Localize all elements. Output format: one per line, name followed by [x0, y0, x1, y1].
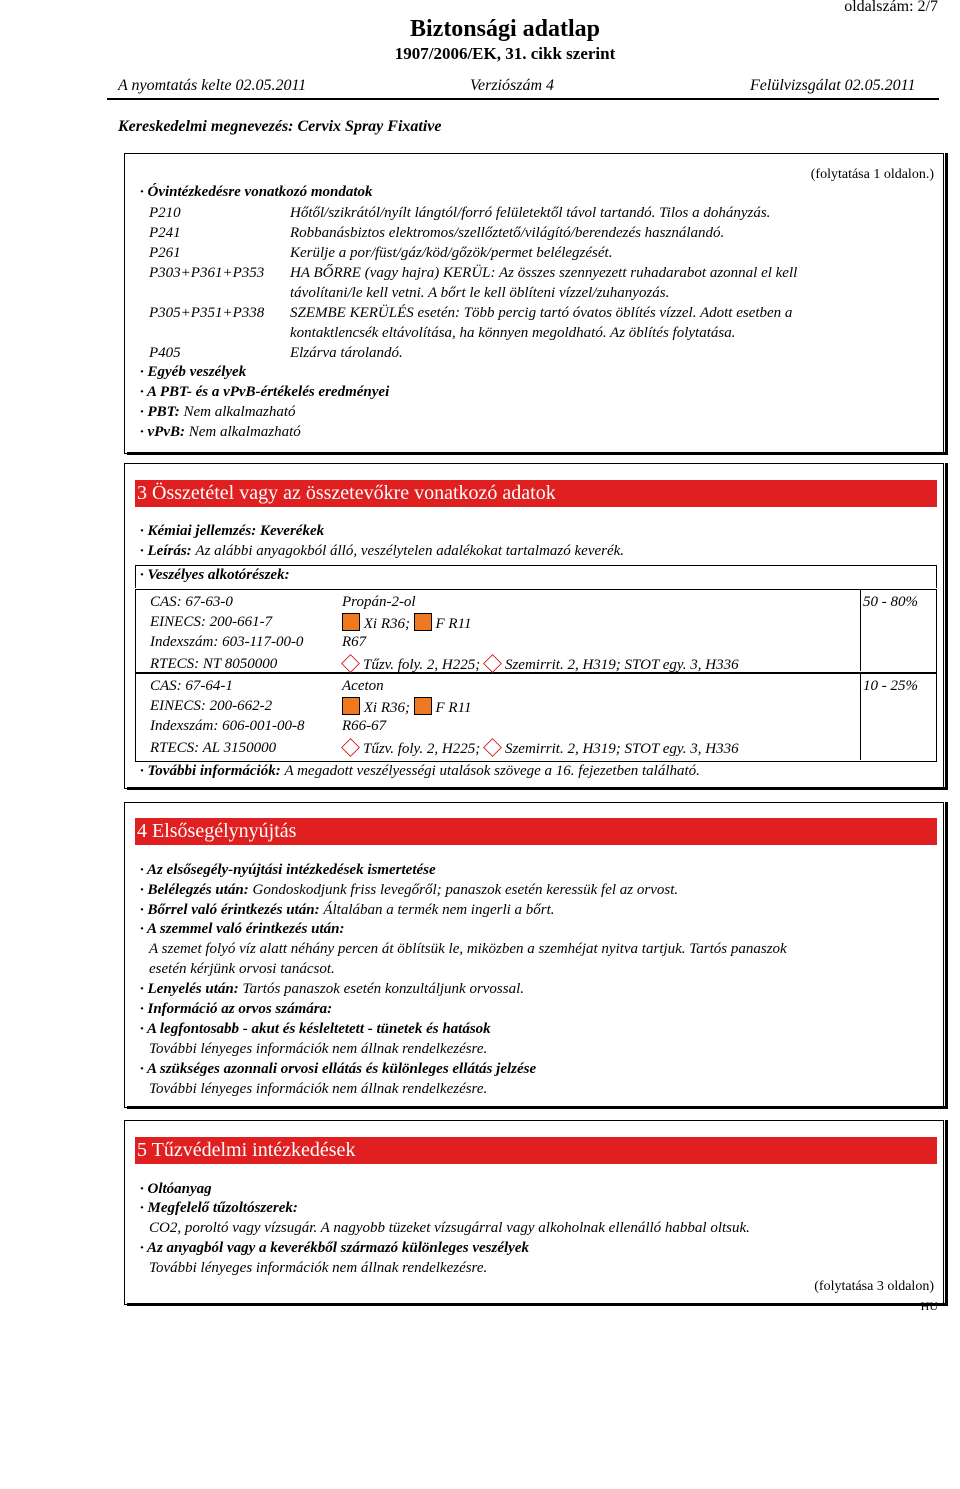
- inhalation-label: · Belélegzés után:: [140, 882, 249, 898]
- substance-name: Propán-2-ol: [342, 594, 416, 610]
- classification-f: F R11: [435, 700, 472, 716]
- language-code: HU: [920, 1299, 938, 1313]
- trade-name: Kereskedelmi megnevezés: Cervix Spray Fixative: [118, 118, 442, 135]
- ghs-class-2: Szemirrit. 2, H319; STOT egy. 3, H336: [504, 741, 739, 757]
- ghs-class-1: Tűzv. foly. 2, H225;: [363, 657, 481, 673]
- ghs-flame-icon: [341, 654, 360, 673]
- phrase-text-cont: távolítani/le kell vetni. A bőrt le kell öblíteni vízzel/zuhanyozás.: [290, 285, 670, 301]
- eye-value-cont: esetén kérjünk orvosi tanácsot.: [149, 961, 335, 977]
- vpvb-label: · vPvB:: [140, 424, 185, 440]
- vpvb-line: [140, 423, 301, 441]
- einecs-number: EINECS: 200-661-7: [150, 614, 273, 630]
- review-date: Felülvizsgálat 02.05.2011: [750, 77, 916, 94]
- eye-value: A szemet folyó víz alatt néhány percen át öblítsük le, miközben a szemhéjat nyitva tartjuk. Tartós panaszok: [149, 941, 787, 957]
- index-number: Indexszám: 603-117-00-0: [150, 634, 304, 650]
- section3-title: 3 Összetétel vagy az összetevőkre vonatkozó adatok: [135, 480, 937, 507]
- ghs-line: [342, 655, 739, 674]
- ghs-line: [342, 739, 739, 758]
- phrase-text-cont: kontaktlencsék eltávolítása, ha könnyen megoldható. Az öblítés folytatása.: [290, 325, 736, 341]
- document-title: Biztonsági adatlap: [409, 16, 601, 42]
- rtecs-number: RTECS: NT 8050000: [150, 656, 278, 672]
- doctor-info-label: · Információ az orvos számára:: [140, 1001, 333, 1017]
- description-line: [140, 542, 624, 560]
- page-number: oldalszám: 2/7: [844, 0, 938, 15]
- r-phrases: R66-67: [342, 718, 387, 734]
- ghs-class-2: Szemirrit. 2, H319; STOT egy. 3, H336: [504, 657, 739, 673]
- phrase-code: P405: [149, 345, 181, 361]
- description-label: · Leírás:: [140, 543, 192, 559]
- description-value: Az alábbi anyagokból álló, veszélytelen adalékokat tartalmazó keverék.: [195, 543, 625, 559]
- swallow-line: [140, 980, 524, 998]
- other-hazards-heading: · Egyéb veszélyek: [140, 364, 247, 380]
- suitable-media-value: CO2, poroltó vagy vízsugár. A nagyobb tüzeket vízsugárral vagy alkoholnak ellenálló habbal oltsuk.: [149, 1220, 750, 1236]
- extinguishing-media-label: · Oltóanyag: [140, 1181, 212, 1197]
- ghs-exclamation-icon: [483, 738, 502, 757]
- skin-value: Általában a termék nem ingerli a bőrt.: [323, 902, 555, 918]
- phrase-code: P305+P351+P338: [149, 305, 265, 321]
- flammable-icon: [414, 613, 432, 631]
- cas-number: CAS: 67-63-0: [150, 594, 233, 610]
- section5-title: 5 Tűzvédelmi intézkedések: [135, 1137, 937, 1164]
- precaution-heading: · Óvintézkedésre vonatkozó mondatok: [140, 184, 373, 200]
- eye-label: · A szemmel való érintkezés után:: [140, 921, 345, 937]
- chem-characterization: · Kémiai jellemzés: Keverékek: [140, 523, 325, 539]
- ghs-class-1: Tűzv. foly. 2, H225;: [363, 741, 481, 757]
- classification-f: F R11: [435, 616, 472, 632]
- section4-title: 4 Elsősegélynyújtás: [135, 818, 937, 845]
- flammable-icon: [414, 697, 432, 715]
- col-divider: [860, 673, 861, 760]
- version-number: Verziószám 4: [470, 77, 555, 94]
- vpvb-value: Nem alkalmazható: [188, 424, 301, 440]
- einecs-number: EINECS: 200-662-2: [150, 698, 273, 714]
- swallow-value: Tartós panaszok esetén konzultáljunk orvossal.: [242, 981, 525, 997]
- phrase-code: P303+P361+P353: [149, 265, 265, 281]
- skin-label: · Bőrrel való érintkezés után:: [140, 902, 320, 918]
- further-info-line: [140, 762, 700, 780]
- ghs-flame-icon: [341, 738, 360, 757]
- special-hazards-label: · Az anyagból vagy a keverékből származó különleges veszélyek: [140, 1240, 529, 1256]
- r-phrases: R67: [342, 634, 367, 650]
- skin-line: [140, 901, 555, 919]
- symptoms-value: További lényeges információk nem állnak rendelkezésre.: [149, 1041, 488, 1057]
- symptoms-label: · A legfontosabb - akut és késleltetett - tünetek és hatások: [140, 1021, 491, 1037]
- col-divider: [860, 589, 861, 671]
- phrase-text: Elzárva tárolandó.: [290, 345, 403, 361]
- phrase-text: Robbanásbiztos elektromos/szellőztető/világító/berendezés használandó.: [290, 225, 725, 241]
- phrase-code: P210: [149, 205, 181, 221]
- percentage: 10 - 25%: [863, 678, 918, 694]
- classification-line: [342, 697, 471, 717]
- hazardous-label: · Veszélyes alkotórészek:: [140, 567, 290, 583]
- first-aid-description: · Az elsősegély-nyújtási intézkedések ismertetése: [140, 862, 436, 878]
- classification-line: [342, 613, 471, 633]
- inhalation-line: [140, 881, 678, 899]
- special-hazards-value: További lényeges információk nem állnak rendelkezésre.: [149, 1260, 488, 1276]
- suitable-media-label: · Megfelelő tűzoltószerek:: [140, 1200, 298, 1216]
- further-info-label: · További információk:: [140, 763, 281, 779]
- phrase-text: Kerülje a por/füst/gáz/köd/gőzök/permet belélegzését.: [290, 245, 613, 261]
- irritant-icon: [342, 613, 360, 631]
- phrase-code: P241: [149, 225, 181, 241]
- pbt-line: [140, 403, 296, 421]
- cas-number: CAS: 67-64-1: [150, 678, 233, 694]
- ghs-exclamation-icon: [483, 654, 502, 673]
- rtecs-number: RTECS: AL 3150000: [150, 740, 277, 756]
- phrase-text: HA BŐRRE (vagy hajra) KERÜL: Az összes szennyezett ruhadarabot azonnal el kell: [290, 265, 798, 281]
- swallow-label: · Lenyelés után:: [140, 981, 239, 997]
- header-rule: [107, 98, 939, 100]
- inhalation-value: Gondoskodjunk friss levegőről; panaszok esetén keressük fel az orvost.: [252, 882, 679, 898]
- treatment-label: · A szükséges azonnali orvosi ellátás és különleges ellátás jelzése: [140, 1061, 537, 1077]
- further-info-value: A megadott veszélyességi utalások szövege a 16. fejezetben található.: [284, 763, 700, 779]
- continued-next-note: (folytatása 3 oldalon): [814, 1279, 934, 1294]
- document-subtitle: 1907/2006/EK, 31. cikk szerint: [394, 44, 616, 63]
- treatment-value: További lényeges információk nem állnak rendelkezésre.: [149, 1081, 488, 1097]
- pbt-label: · PBT:: [140, 404, 180, 420]
- irritant-icon: [342, 697, 360, 715]
- percentage: 50 - 80%: [863, 594, 918, 610]
- continued-note: (folytatása 1 oldalon.): [810, 167, 934, 182]
- pbt-heading: · A PBT- és a vPvB-értékelés eredményei: [140, 384, 390, 400]
- index-number: Indexszám: 606-001-00-8: [150, 718, 305, 734]
- substance-name: Aceton: [342, 678, 384, 694]
- classification-xi: Xi R36;: [363, 616, 410, 632]
- phrase-text: SZEMBE KERÜLÉS esetén: Több percig tartó óvatos öblítés vízzel. Adott esetben a: [290, 305, 793, 321]
- print-date: A nyomtatás kelte 02.05.2011: [118, 77, 307, 94]
- phrase-text: Hőtől/szikrától/nyílt lángtól/forró felületektől távol tartandó. Tilos a dohányzás.: [290, 205, 771, 221]
- classification-xi: Xi R36;: [363, 700, 410, 716]
- phrase-code: P261: [149, 245, 181, 261]
- pbt-value: Nem alkalmazható: [183, 404, 296, 420]
